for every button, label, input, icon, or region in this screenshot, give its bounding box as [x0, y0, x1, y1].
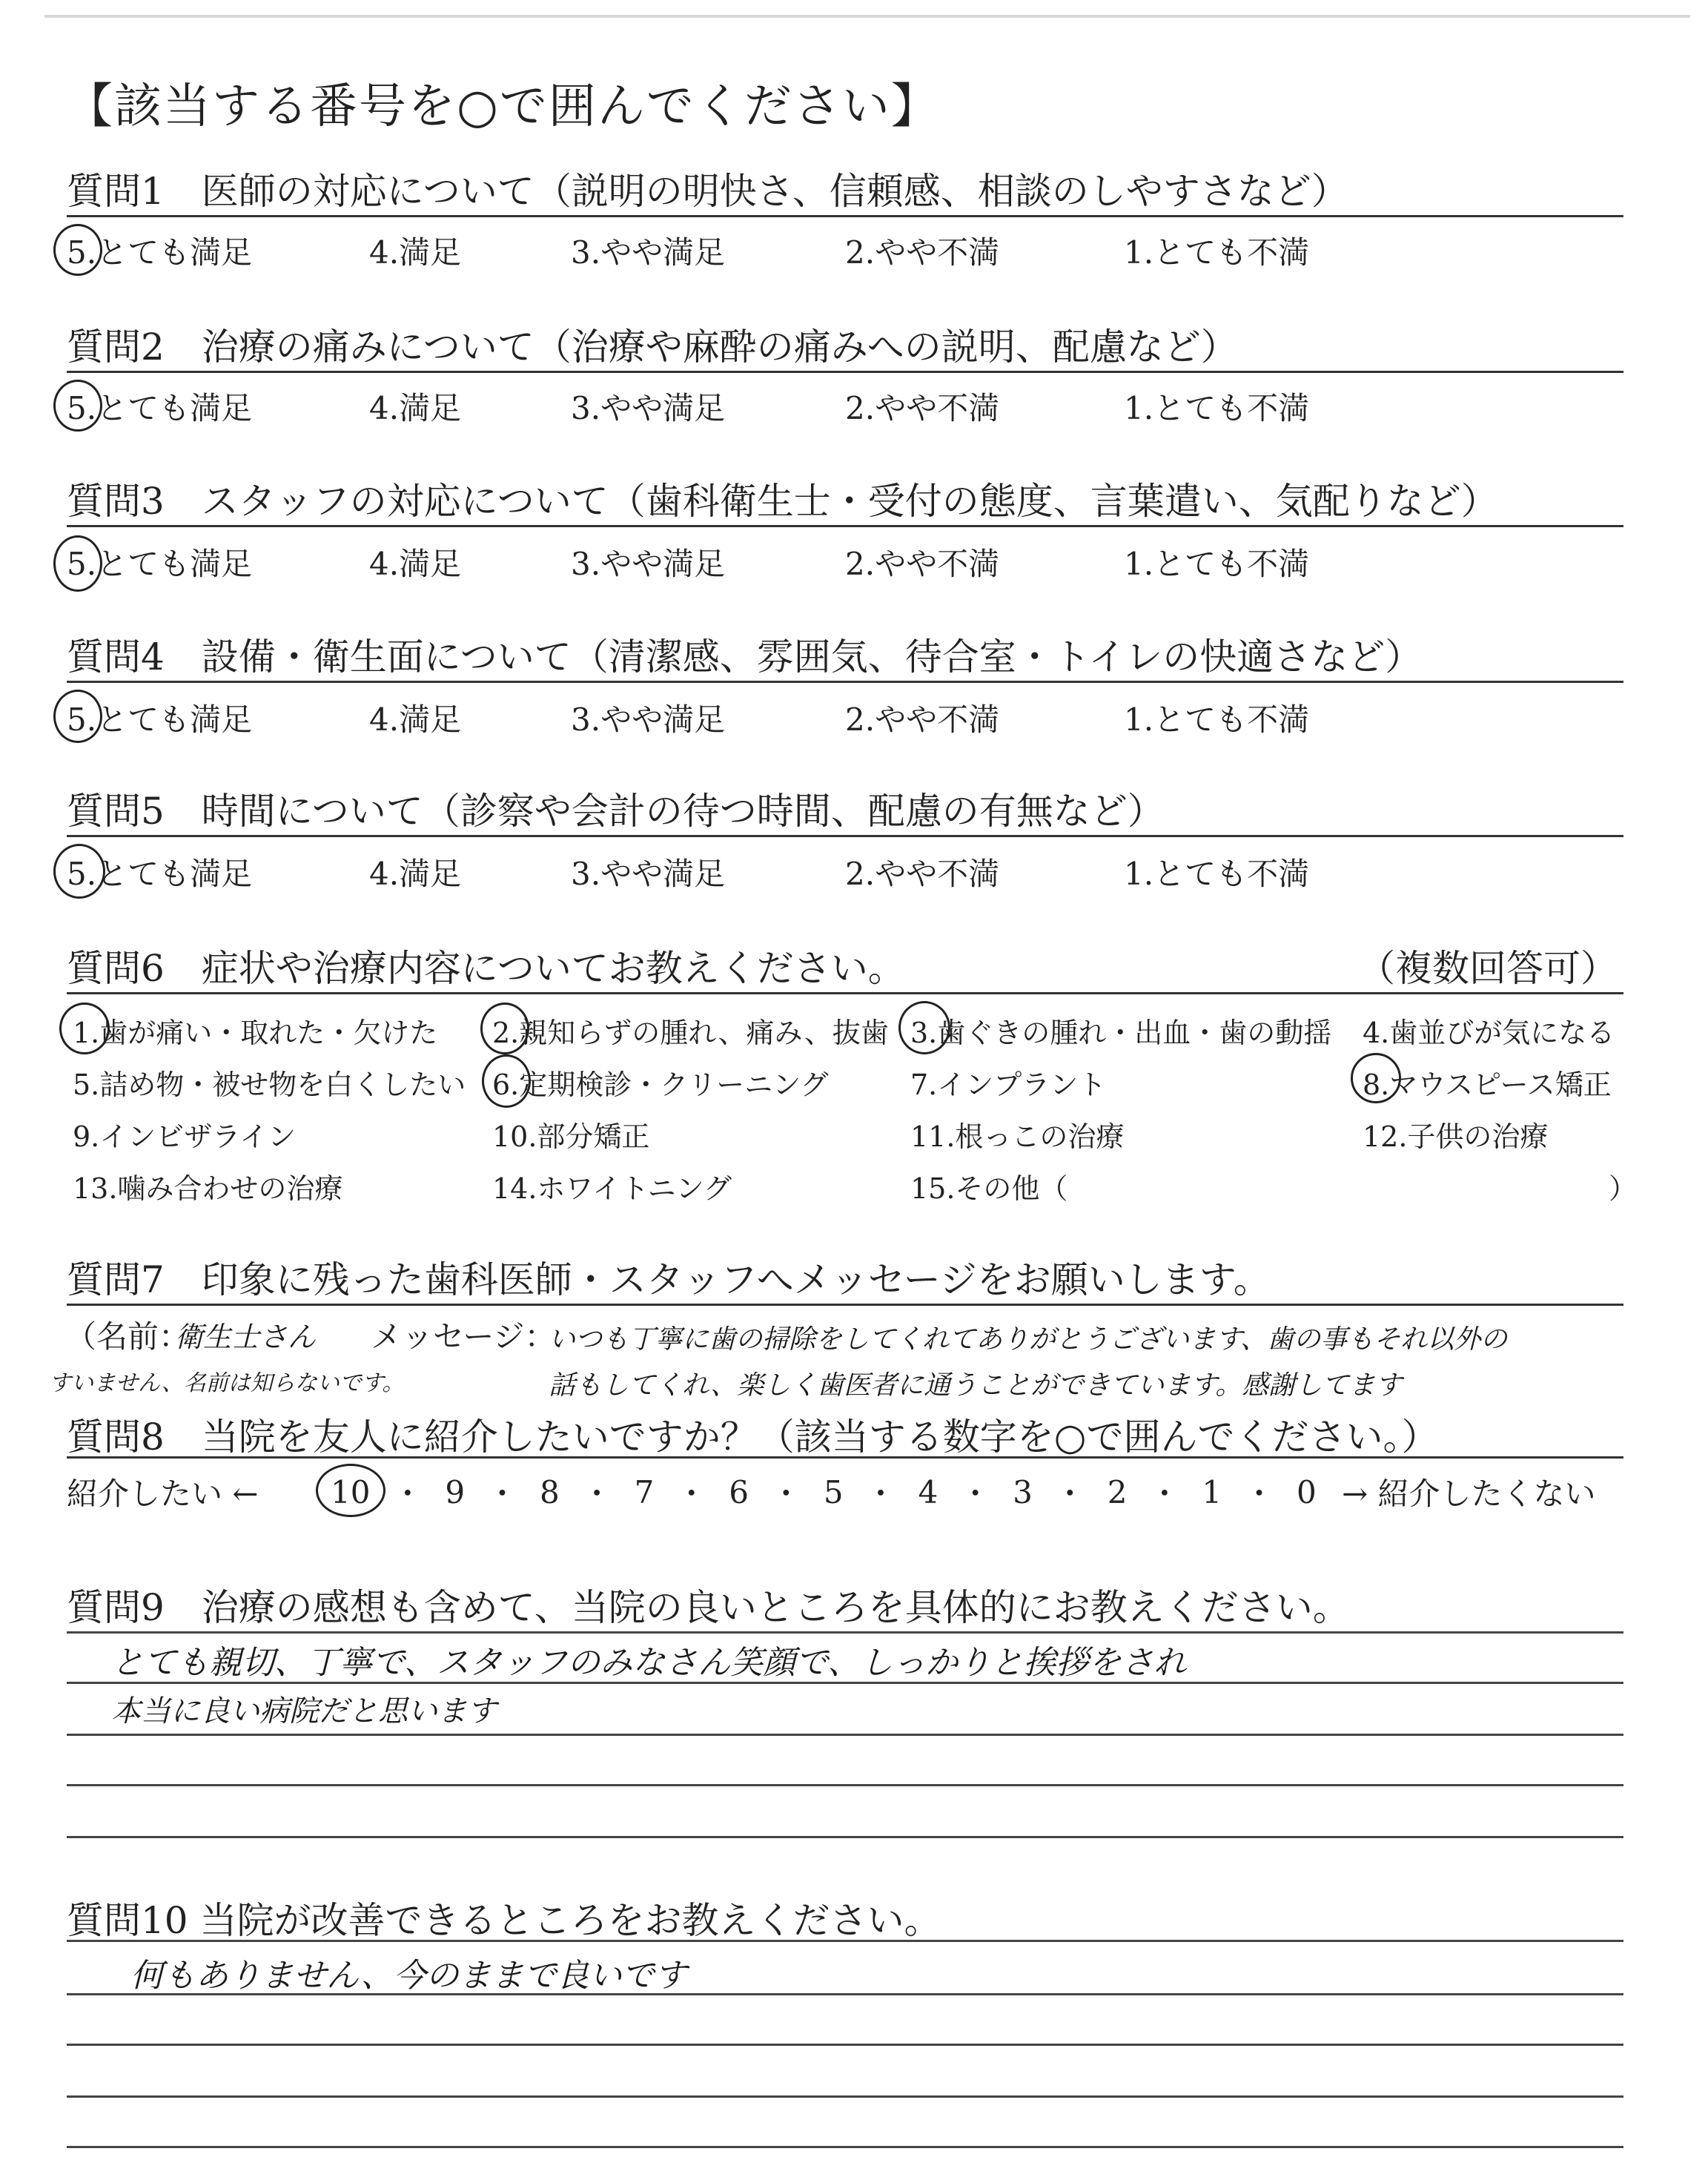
- q6-option-5[interactable]: 5.詰め物・被せ物を白くしたい: [73, 1069, 466, 1101]
- q6-option-10[interactable]: 10.部分矯正: [492, 1120, 650, 1153]
- q8-scale-separator: ・: [865, 1476, 897, 1512]
- q8-scale-separator: ・: [675, 1476, 707, 1512]
- q9-rule-4: [67, 1836, 1623, 1838]
- q5-option-3[interactable]: 3.やや満足: [571, 856, 726, 892]
- q8-scale-separator: ・: [959, 1476, 991, 1512]
- q2-option-5[interactable]: 5.とても満足: [67, 390, 253, 426]
- q6-option-13[interactable]: 13.噛み合わせの治療: [73, 1172, 343, 1205]
- q8-scale-value-10[interactable]: 10: [331, 1473, 371, 1510]
- q7-message-line-2[interactable]: 話もしてくれ、楽しく歯医者に通うことができています。感謝してます: [549, 1370, 1403, 1401]
- q6-option-12[interactable]: 12.子供の治療: [1363, 1120, 1549, 1153]
- q5-option-5[interactable]: 5.とても満足: [67, 856, 253, 892]
- q10-rule-2: [67, 2044, 1623, 2046]
- q6-option-14[interactable]: 14.ホワイトニング: [492, 1172, 732, 1205]
- q3-option-3[interactable]: 3.やや満足: [571, 546, 726, 582]
- q8-scale-separator: ・: [770, 1476, 802, 1512]
- q2-title: 質問2 治療の痛みについて（治療や麻酔の痛みへの説明、配慮など）: [67, 326, 1238, 369]
- q5-title: 質問5 時間について（診察や会計の待つ時間、配慮の有無など）: [67, 790, 1165, 833]
- q3-rule: [67, 525, 1623, 527]
- q1-option-5[interactable]: 5.とても満足: [67, 234, 253, 271]
- q8-title: 質問8 当院を友人に紹介したいですか？（該当する数字を○で囲んでください。）: [67, 1416, 1439, 1459]
- q3-option-1[interactable]: 1.とても不満: [1124, 546, 1310, 582]
- q8-scale-separator: ・: [1148, 1476, 1180, 1512]
- q6-option-8[interactable]: 8.マウスピース矯正: [1363, 1069, 1612, 1101]
- q8-scale-separator: ・: [391, 1476, 423, 1512]
- q9-answer-line-1[interactable]: とても親切、丁寧で、スタッフのみなさん笑顔で、しっかりと挨拶をされ: [111, 1644, 1187, 1682]
- q8-scale-value-4[interactable]: 4: [918, 1473, 939, 1510]
- q1-option-1[interactable]: 1.とても不満: [1124, 234, 1310, 271]
- q7-rule: [67, 1304, 1623, 1306]
- q8-scale-value-1[interactable]: 1: [1202, 1473, 1222, 1510]
- q10-title: 質問10 当院が改善できるところをお教えください。: [67, 1899, 941, 1942]
- q1-rule: [67, 215, 1623, 217]
- q1-option-4[interactable]: 4.満足: [369, 234, 462, 271]
- q6-option-15-close-paren: ）: [1609, 1172, 1638, 1205]
- q6-rule: [67, 992, 1623, 994]
- q8-scale-value-0[interactable]: 0: [1296, 1473, 1317, 1510]
- q8-rule: [67, 1456, 1623, 1459]
- q1-option-2[interactable]: 2.やや不満: [845, 234, 1000, 271]
- q7-message-label: メッセージ：: [371, 1318, 556, 1355]
- q8-scale-separator: ・: [1243, 1476, 1275, 1512]
- q6-option-15[interactable]: 15.その他（: [910, 1172, 1068, 1205]
- q8-scale-separator: ・: [486, 1476, 518, 1512]
- q9-rule-2: [67, 1734, 1623, 1736]
- q7-name-label: （名前：: [65, 1318, 191, 1355]
- q5-rule: [67, 835, 1623, 837]
- q3-option-4[interactable]: 4.満足: [369, 546, 462, 582]
- q6-option-11[interactable]: 11.根っこの治療: [910, 1120, 1125, 1153]
- q5-option-4[interactable]: 4.満足: [369, 856, 462, 892]
- q6-option-3[interactable]: 3.歯ぐきの腫れ・出血・歯の動揺: [910, 1017, 1332, 1049]
- q8-scale-separator: ・: [581, 1476, 613, 1512]
- q8-scale-value-2[interactable]: 2: [1107, 1473, 1128, 1510]
- q10-rule-4: [67, 2146, 1623, 2148]
- q2-option-3[interactable]: 3.やや満足: [571, 390, 726, 426]
- q4-option-3[interactable]: 3.やや満足: [571, 701, 726, 738]
- q3-option-5[interactable]: 5.とても満足: [67, 546, 253, 582]
- q6-option-9[interactable]: 9.インビザライン: [73, 1120, 297, 1153]
- q6-multiple-answer-note: （複数回答可）: [1358, 947, 1618, 990]
- q6-option-2[interactable]: 2.親知らずの腫れ、痛み、抜歯: [492, 1017, 889, 1049]
- q6-title: 質問6 症状や治療内容についてお教えください。: [67, 947, 905, 990]
- q9-rule-0: [67, 1631, 1623, 1634]
- q2-option-4[interactable]: 4.満足: [369, 390, 462, 426]
- q7-name-note[interactable]: すいません、名前は知らないです。: [49, 1370, 405, 1396]
- q2-option-1[interactable]: 1.とても不満: [1124, 390, 1310, 426]
- q6-option-1[interactable]: 1.歯が痛い・取れた・欠けた: [73, 1017, 438, 1049]
- q4-option-2[interactable]: 2.やや不満: [845, 701, 1000, 738]
- q6-option-6[interactable]: 6.定期検診・クリーニング: [492, 1069, 829, 1101]
- q8-scale-separator: ・: [1054, 1476, 1086, 1512]
- q6-option-7[interactable]: 7.インプラント: [910, 1069, 1107, 1101]
- q5-option-2[interactable]: 2.やや不満: [845, 856, 1000, 892]
- q4-option-1[interactable]: 1.とても不満: [1124, 701, 1310, 738]
- q9-answer-line-2[interactable]: 本当に良い病院だと思います: [111, 1694, 497, 1728]
- q10-rule-1: [67, 1993, 1623, 1995]
- q5-option-1[interactable]: 1.とても不満: [1124, 856, 1310, 892]
- q4-option-5[interactable]: 5.とても満足: [67, 701, 253, 738]
- q8-left-label: 紹介したい ←: [67, 1476, 259, 1512]
- q4-option-4[interactable]: 4.満足: [369, 701, 462, 738]
- q3-title: 質問3 スタッフの対応について（歯科衛生士・受付の態度、言葉遣い、気配りなど）: [67, 480, 1498, 523]
- form-heading: 【該当する番号を○で囲んでください】: [65, 79, 940, 134]
- q9-rule-3: [67, 1784, 1623, 1786]
- q10-answer-line-1[interactable]: 何もありません、今のままで良いです: [130, 1957, 687, 1995]
- q10-rule-0: [67, 1940, 1623, 1942]
- q7-message-line-1[interactable]: いつも丁寧に歯の掃除をしてくれてありがとうございます、歯の事もそれ以外の: [549, 1324, 1508, 1355]
- q9-title: 質問9 治療の感想も含めて、当院の良いところを具体的にお教えください。: [67, 1586, 1350, 1629]
- q8-scale: [331, 1470, 1317, 1514]
- q2-option-2[interactable]: 2.やや不満: [845, 390, 1000, 426]
- q8-scale-value-9[interactable]: 9: [445, 1473, 466, 1510]
- q10-rule-3: [67, 2095, 1623, 2098]
- q1-option-3[interactable]: 3.やや満足: [571, 234, 726, 271]
- q3-option-2[interactable]: 2.やや不満: [845, 546, 1000, 582]
- q1-title: 質問1 医師の対応について（説明の明快さ、信頼感、相談のしやすさなど）: [67, 170, 1348, 213]
- q7-name-value[interactable]: 衛生士さん: [175, 1321, 317, 1353]
- q4-rule: [67, 681, 1623, 683]
- q8-scale-value-7[interactable]: 7: [634, 1473, 655, 1510]
- q8-scale-value-8[interactable]: 8: [539, 1473, 560, 1510]
- q2-rule: [67, 371, 1623, 373]
- q9-rule-1: [67, 1682, 1623, 1684]
- q6-option-4[interactable]: 4.歯並びが気になる: [1363, 1017, 1615, 1049]
- q4-title: 質問4 設備・衛生面について（清潔感、雰囲気、待合室・トイレの快適さなど）: [67, 635, 1423, 678]
- q7-title: 質問7 印象に残った歯科医師・スタッフへメッセージをお願いします。: [67, 1258, 1271, 1301]
- q8-right-label: → 紹介したくない: [1342, 1476, 1596, 1512]
- q8-scale-value-5[interactable]: 5: [823, 1473, 844, 1510]
- q8-scale-value-6[interactable]: 6: [729, 1473, 749, 1510]
- page-top-border: [44, 15, 1690, 18]
- q8-scale-value-3[interactable]: 3: [1013, 1473, 1033, 1510]
